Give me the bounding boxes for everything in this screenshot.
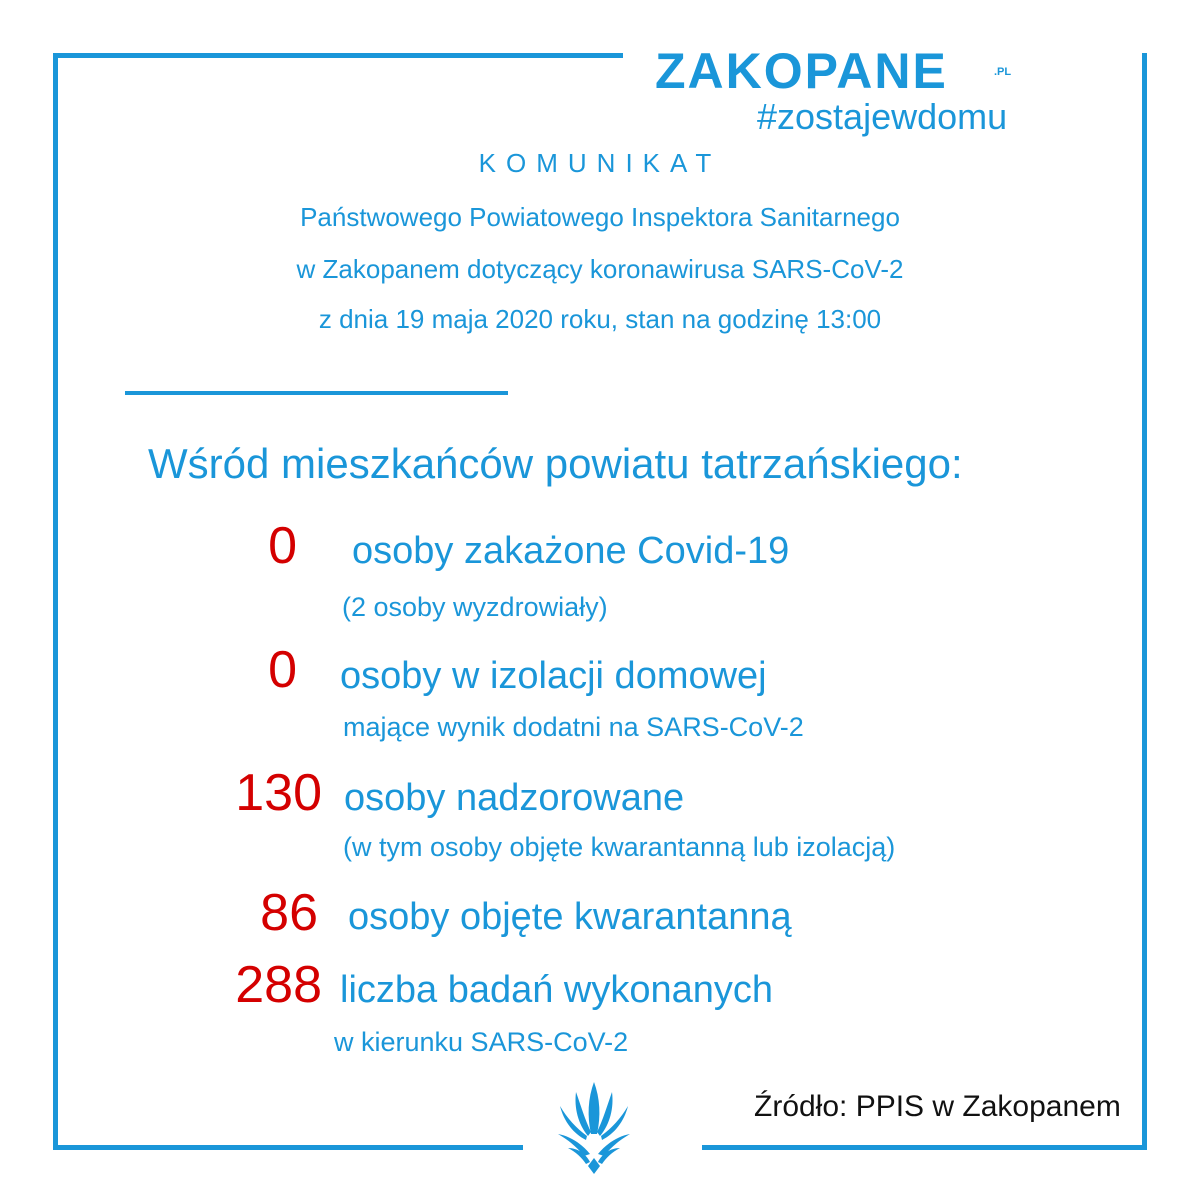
stat-label: osoby zakażone Covid-19 — [352, 530, 790, 572]
logo-wordmark: ZAKOPANE — [655, 43, 948, 99]
header-line-2: w Zakopanem dotyczący koronawirusa SARS-CoV-2 — [296, 254, 904, 284]
stat-sublabel: (w tym osoby objęte kwarantanną lub izolacją) — [343, 832, 896, 862]
stat-label: osoby objęte kwarantanną — [348, 896, 792, 938]
divider — [125, 391, 508, 395]
frame-top-left — [53, 53, 623, 58]
hashtag: #zostajewdomu — [757, 96, 1008, 137]
tatra-flower-emblem-icon — [554, 1078, 634, 1174]
stat-label: liczba badań wykonanych — [340, 969, 774, 1011]
page-title: KOMUNIKAT — [478, 148, 722, 178]
stat-sublabel: (2 osoby wyzdrowiały) — [342, 592, 608, 622]
stat-sublabel: mające wynik dodatni na SARS-CoV-2 — [343, 712, 804, 742]
section-title: Wśród mieszkańców powiatu tatrzańskiego: — [148, 440, 963, 487]
stat-number: 0 — [268, 517, 297, 575]
source-note: Źródło: PPIS w Zakopanem — [754, 1090, 1121, 1123]
header-line-1: Państwowego Powiatowego Inspektora Sanitarnego — [300, 202, 900, 232]
frame-bottom-left — [53, 1145, 523, 1150]
stat-number: 130 — [235, 764, 322, 822]
logo-suffix: .PL — [994, 66, 1012, 78]
frame-bottom-right — [702, 1145, 1147, 1150]
stat-label: osoby nadzorowane — [344, 777, 685, 819]
stat-number: 288 — [235, 956, 322, 1014]
stat-label: osoby w izolacji domowej — [340, 655, 767, 697]
header-line-3: z dnia 19 maja 2020 roku, stan na godzinę 13:00 — [318, 304, 882, 334]
stat-number: 0 — [268, 641, 297, 699]
stat-sublabel: w kierunku SARS-CoV-2 — [334, 1027, 629, 1057]
stat-number: 86 — [260, 884, 318, 942]
